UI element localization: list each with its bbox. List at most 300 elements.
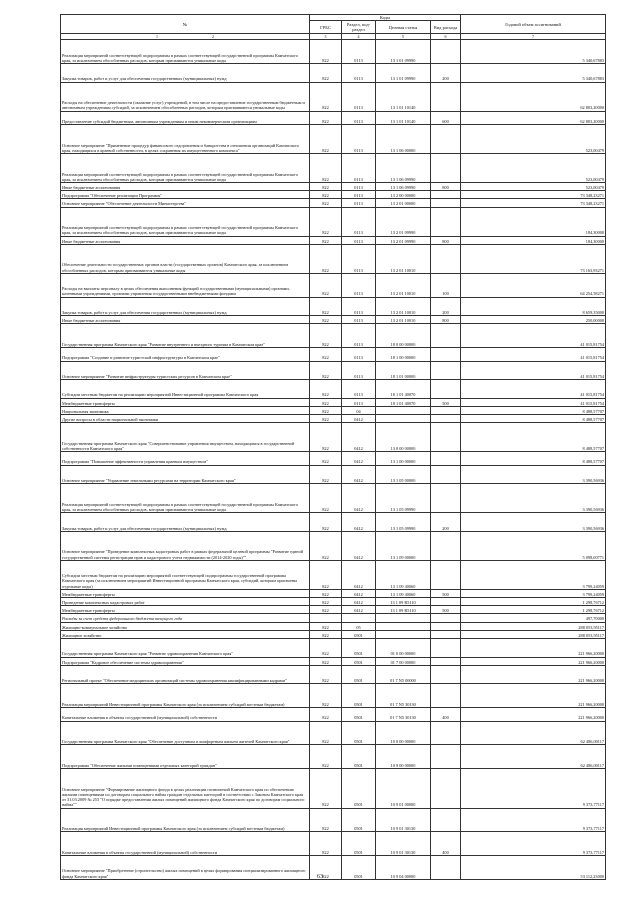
row-razdel: 0501 [342, 856, 376, 880]
row-expense-type [431, 244, 461, 273]
row-expense-type [431, 153, 461, 182]
row-amount: 41 015,81754 [461, 361, 606, 380]
row-grbs: 822 [310, 832, 342, 856]
row-amount: 221 966,20000 [461, 665, 606, 684]
row-expense-type [431, 324, 461, 348]
row-amount: 62 486,00117 [461, 721, 606, 745]
table-row [61, 589, 606, 597]
row-target-article: 13 1 09 R5110 [376, 606, 431, 614]
page-number: 63 [317, 874, 323, 880]
row-razdel [342, 614, 376, 622]
row-expense-type: 800 [431, 236, 461, 244]
row-target-article: 13 1 06 09990 [376, 153, 431, 182]
row-expense-type: 800 [431, 316, 461, 324]
row-grbs: 822 [310, 236, 342, 244]
row-razdel: 0412 [342, 606, 376, 614]
row-razdel: 0113 [342, 111, 376, 124]
row-razdel: 0412 [342, 415, 376, 423]
row-amount: 62 486,00117 [461, 745, 606, 769]
row-name: Реализация мероприятий Инвестиционной программы Камчатского края (за исключением субсидий местным бюджетам) [61, 808, 310, 832]
row-target-article: 01 0 00 00000 [376, 638, 431, 657]
row-name: Национальная экономика [61, 406, 310, 414]
row-name: Подпрограмма "Создание и развитие туристской инфраструктуры в Камчатском крае" [61, 348, 310, 361]
row-razdel: 0501 [342, 630, 376, 638]
row-grbs [310, 614, 342, 622]
row-grbs: 822 [310, 630, 342, 638]
row-target-article: 01 7 N5 30130 [376, 708, 431, 721]
header-name [61, 15, 310, 34]
row-amount: 5 340,67883 [461, 40, 606, 64]
row-target-article: 13 2 00 00000 [376, 191, 431, 199]
row-name: Межбюджетные трансферты [61, 589, 310, 597]
row-grbs: 822 [310, 484, 342, 513]
table-row [61, 665, 606, 684]
row-amount: 1 298,76712 [461, 598, 606, 606]
row-expense-type: 200 [431, 64, 461, 83]
table-row [61, 513, 606, 532]
row-razdel: 0412 [342, 560, 376, 589]
row-razdel: 0501 [342, 832, 376, 856]
table-row [61, 622, 606, 630]
row-razdel: 0501 [342, 665, 376, 684]
row-target-article: 01 7 N5 00000 [376, 665, 431, 684]
row-grbs: 822 [310, 423, 342, 452]
row-razdel: 0113 [342, 82, 376, 111]
row-razdel: 0113 [342, 64, 376, 83]
row-target-article: 10 9 04 00000 [376, 856, 431, 880]
row-target-article: 13 1 01 09990 [376, 40, 431, 64]
table-row [61, 606, 606, 614]
row-name: Основное мероприятие "Развитие инфраструктуры туристских ресурсов в Камчатском крае" [61, 361, 310, 380]
row-name: Реализация мероприятий Инвестиционной программы Камчатского края (за исключением субсидий местным бюджетам) [61, 684, 310, 708]
row-target-article [376, 630, 431, 638]
row-name: Капитальные вложения в объекты государственной (муниципальной) собственности [61, 832, 310, 856]
row-amount: 73 348,23271 [461, 191, 606, 199]
row-name: Подпрограмма "Кадровое обеспечение системы здравоохранения" [61, 657, 310, 665]
row-amount: 221 966,20000 [461, 708, 606, 721]
index-7: 7 [461, 34, 606, 40]
row-name: Государственная программа Камчатского края "Развитие здравоохранения Камчатского края" [61, 638, 310, 657]
row-razdel: 0113 [342, 244, 376, 273]
row-amount: 8 488,57707 [461, 452, 606, 465]
row-razdel: 0412 [342, 589, 376, 597]
row-grbs: 822 [310, 398, 342, 406]
row-target-article [376, 614, 431, 622]
row-expense-type [431, 380, 461, 399]
row-razdel: 0412 [342, 513, 376, 532]
row-expense-type [431, 598, 461, 606]
budget-sheet [60, 14, 605, 880]
row-expense-type [431, 745, 461, 769]
index-1: 1 [156, 34, 158, 40]
row-grbs: 822 [310, 415, 342, 423]
row-razdel: 0501 [342, 638, 376, 657]
row-target-article: 10 9 00 00000 [376, 745, 431, 769]
row-grbs: 822 [310, 638, 342, 657]
row-grbs: 822 [310, 665, 342, 684]
row-target-article [376, 406, 431, 414]
row-target-article: 13 2 01 09990 [376, 207, 431, 236]
row-amount: 53 112,23000 [461, 856, 606, 880]
table-row [61, 630, 606, 638]
row-expense-type [431, 423, 461, 452]
row-expense-type: 500 [431, 606, 461, 614]
row-name: Государственная программа Камчатского края "Обеспечение доступным и комфортным жильем жителей Камчатского края" [61, 721, 310, 745]
row-expense-type [431, 361, 461, 380]
row-target-article: 13 2 01 00000 [376, 199, 431, 207]
table-row [61, 560, 606, 589]
row-amount: 41 015,81754 [461, 380, 606, 399]
row-razdel: 0113 [342, 236, 376, 244]
table-row [61, 40, 606, 64]
row-name: Подпрограмма "Обеспечение жилыми помещениями отдельных категорий граждан" [61, 745, 310, 769]
row-amount: 3 390,56936 [461, 484, 606, 513]
row-name: Расходы на обеспечение деятельности (оказание услуг) учреждений, в том числе на предоставление государственным бюджетным и автономным учреждениям субсидий, за исключением обособленных расходов, которым присваиваются уникальные коды [61, 82, 310, 111]
row-razdel: 0113 [342, 316, 376, 324]
row-razdel: 0501 [342, 657, 376, 665]
row-target-article: 13 0 00 00000 [376, 423, 431, 452]
header-amount: Годовой объем ассигнований [461, 15, 606, 34]
header-cs: Целевая статья [376, 21, 431, 34]
row-grbs: 822 [310, 808, 342, 832]
table-row [61, 531, 606, 560]
table-row [61, 380, 606, 399]
table-row [61, 684, 606, 708]
table-row [61, 273, 606, 297]
row-razdel: 0501 [342, 721, 376, 745]
row-amount: 5 098,00771 [461, 531, 606, 560]
row-razdel: 04 [342, 406, 376, 414]
table-row [61, 124, 606, 153]
row-amount: 41 015,81754 [461, 348, 606, 361]
row-target-article: 10 9 01 30130 [376, 808, 431, 832]
table-row [61, 207, 606, 236]
row-grbs: 822 [310, 465, 342, 484]
row-target-article: 13 1 09 40060 [376, 589, 431, 597]
row-expense-type [431, 191, 461, 199]
row-razdel: 0113 [342, 380, 376, 399]
index-5: 5 [376, 34, 431, 40]
row-grbs: 822 [310, 513, 342, 532]
row-amount: 8 488,57707 [461, 423, 606, 452]
row-grbs: 822 [310, 316, 342, 324]
row-razdel: 0113 [342, 361, 376, 380]
row-razdel: 0113 [342, 297, 376, 316]
row-amount: 221 966,20000 [461, 657, 606, 665]
row-name: Основное мероприятие "Управление земельными ресурсами на территории Камчатского края" [61, 465, 310, 484]
row-name: Иные бюджетные ассигнования [61, 236, 310, 244]
row-amount: 184,30000 [461, 236, 606, 244]
row-name: Другие вопросы в области национальной экономики [61, 415, 310, 423]
table-row [61, 316, 606, 324]
row-name: Государственная программа Камчатского края "Развитие внутреннего и въездного туризма в Камчатском крае" [61, 324, 310, 348]
row-expense-type: 600 [431, 111, 461, 124]
row-grbs: 822 [310, 207, 342, 236]
row-razdel: 0412 [342, 598, 376, 606]
row-expense-type [431, 484, 461, 513]
budget-table [60, 14, 606, 880]
row-grbs: 822 [310, 708, 342, 721]
row-amount: 9 373,77117 [461, 832, 606, 856]
row-expense-type [431, 657, 461, 665]
row-grbs: 822 [310, 606, 342, 614]
header-codes: Коды [310, 15, 461, 21]
row-target-article: 13 1 06 00000 [376, 124, 431, 153]
row-expense-type [431, 207, 461, 236]
table-row [61, 64, 606, 83]
index-3: 3 [310, 34, 342, 40]
row-razdel: 0113 [342, 182, 376, 190]
row-grbs: 822 [310, 560, 342, 589]
row-amount: 62 803,20000 [461, 111, 606, 124]
row-expense-type [431, 630, 461, 638]
row-amount: 3 799,24059 [461, 589, 606, 597]
row-target-article: 13 1 09 R5110 [376, 598, 431, 606]
row-grbs: 822 [310, 684, 342, 708]
row-amount: 523,00479 [461, 153, 606, 182]
row-grbs: 822 [310, 589, 342, 597]
row-target-article: 01 7 N5 30130 [376, 684, 431, 708]
row-grbs: 822 [310, 111, 342, 124]
row-razdel: 0113 [342, 153, 376, 182]
row-name: Реализация мероприятий соответствующей подпрограммы в рамках соответствующей государственной программы Камчатского края, за исключением обособленных расходов, которым присваиваются уникальные коды [61, 153, 310, 182]
row-grbs: 822 [310, 153, 342, 182]
table-row [61, 324, 606, 348]
row-expense-type [431, 808, 461, 832]
row-name: Расходы за счет средств федерального бюджета текущего года [61, 614, 310, 622]
row-name: Межбюджетные трансферты [61, 606, 310, 614]
row-target-article: 13 1 05 09990 [376, 484, 431, 513]
row-target-article: 18 1 01 00000 [376, 361, 431, 380]
row-amount: 9 373,77117 [461, 769, 606, 808]
row-amount: 1 298,76712 [461, 606, 606, 614]
header-no: № [182, 21, 188, 27]
row-name: Обеспечение деятельности государственных органов власти (государственных органов) Камчатского края, за исключением обособленных расходов, которым присваиваются уникальные коды [61, 244, 310, 273]
row-amount: 64 254,58271 [461, 273, 606, 297]
row-expense-type [431, 452, 461, 465]
row-target-article: 13 2 01 10010 [376, 244, 431, 273]
row-grbs: 822 [310, 452, 342, 465]
row-target-article: 18 1 01 40070 [376, 380, 431, 399]
row-amount: 62 803,20000 [461, 82, 606, 111]
row-grbs: 822 [310, 191, 342, 199]
row-expense-type [431, 560, 461, 589]
row-grbs: 822 [310, 856, 342, 880]
index-6: 6 [431, 34, 461, 40]
row-name: Основное мероприятие "Приобретение (строительство) жилых помещений в целях формирования специализированного жилищного фонда Камчатского края" [61, 856, 310, 880]
row-expense-type [431, 124, 461, 153]
row-amount: 8 488,57707 [461, 406, 606, 414]
row-grbs: 822 [310, 273, 342, 297]
row-expense-type [431, 769, 461, 808]
row-razdel: 0501 [342, 684, 376, 708]
row-target-article: 13 2 01 10010 [376, 316, 431, 324]
row-grbs: 822 [310, 244, 342, 273]
row-expense-type: 200 [431, 513, 461, 532]
table-row [61, 406, 606, 414]
table-row [61, 297, 606, 316]
row-grbs: 822 [310, 40, 342, 64]
row-expense-type [431, 465, 461, 484]
header-razdel: Раздел, под-раздел [342, 21, 376, 34]
table-row [61, 236, 606, 244]
row-expense-type [431, 82, 461, 111]
row-razdel: 0412 [342, 423, 376, 452]
row-razdel: 0412 [342, 452, 376, 465]
row-amount: 9 373,77117 [461, 808, 606, 832]
row-target-article [376, 622, 431, 630]
table-row [61, 415, 606, 423]
row-grbs: 822 [310, 64, 342, 83]
row-razdel: 0501 [342, 769, 376, 808]
table-row [61, 348, 606, 361]
table-row [61, 745, 606, 769]
row-amount: 523,00479 [461, 124, 606, 153]
table-row [61, 153, 606, 182]
row-expense-type [431, 348, 461, 361]
row-expense-type: 400 [431, 708, 461, 721]
row-grbs: 822 [310, 380, 342, 399]
table-row [61, 182, 606, 190]
header-vr: Вид расхода [431, 21, 461, 34]
row-amount: 288 053,95117 [461, 630, 606, 638]
row-name: Основное мероприятие "Применение процедур финансового оздоровления и банкротства в отношении организаций Камчатского края, находящихся в краевой собственности, в целях сохранения их имущественного комплекса" [61, 124, 310, 153]
table-row [61, 244, 606, 273]
row-razdel: 0501 [342, 808, 376, 832]
row-amount: 250,00000 [461, 316, 606, 324]
row-grbs: 822 [310, 348, 342, 361]
row-amount: 3 390,56936 [461, 513, 606, 532]
row-target-article: 13 1 01 09990 [376, 64, 431, 83]
row-name: Субсидии местным бюджетам на реализацию мероприятий Инвестиционной программы Камчатского края [61, 380, 310, 399]
index-4: 4 [342, 34, 376, 40]
row-grbs: 822 [310, 182, 342, 190]
row-name: Иные бюджетные ассигнования [61, 316, 310, 324]
row-name: Реализация мероприятий соответствующей подпрограммы в рамках соответствующей государственной программы Камчатского края, за исключением обособленных расходов, которым присваиваются уникальные коды [61, 484, 310, 513]
row-amount: 5 340,67883 [461, 64, 606, 83]
row-expense-type: 500 [431, 398, 461, 406]
table-row [61, 398, 606, 406]
table-row [61, 769, 606, 808]
row-expense-type [431, 638, 461, 657]
row-name: Жилищно-коммунальное хозяйство [61, 622, 310, 630]
table-row [61, 721, 606, 745]
table-row [61, 808, 606, 832]
row-name: Жилищное хозяйство [61, 630, 310, 638]
row-grbs: 822 [310, 199, 342, 207]
table-row [61, 614, 606, 622]
row-grbs: 822 [310, 124, 342, 153]
row-expense-type [431, 199, 461, 207]
table-row [61, 832, 606, 856]
row-target-article: 10 9 01 30130 [376, 832, 431, 856]
row-amount: 221 966,20000 [461, 638, 606, 657]
row-expense-type [431, 40, 461, 64]
header-grbs: ГРБС [310, 21, 342, 34]
row-expense-type [431, 415, 461, 423]
table-row [61, 191, 606, 199]
row-razdel: 0501 [342, 745, 376, 769]
row-name: Основное мероприятие "Проведение комплексных кадастровых работ в рамках федеральной целевой программы "Развитие единой государственной системы регистрации прав и кадастрового учета недвижимости (2014-2020 годы)"" [61, 531, 310, 560]
row-grbs: 822 [310, 406, 342, 414]
row-expense-type: 800 [431, 182, 461, 190]
row-amount: 184,30000 [461, 207, 606, 236]
row-target-article: 18 1 01 40070 [376, 398, 431, 406]
row-target-article: 18 1 00 00000 [376, 348, 431, 361]
row-grbs: 822 [310, 297, 342, 316]
row-amount: 497,70000 [461, 614, 606, 622]
row-razdel: 0113 [342, 324, 376, 348]
row-target-article: 13 1 05 00000 [376, 465, 431, 484]
row-name: Закупка товаров, работ и услуг для обеспечения государственных (муниципальных) нужд [61, 513, 310, 532]
row-razdel: 0501 [342, 708, 376, 721]
row-expense-type [431, 665, 461, 684]
row-grbs: 822 [310, 361, 342, 380]
row-target-article: 13 1 00 00000 [376, 452, 431, 465]
row-razdel: 0412 [342, 484, 376, 513]
row-grbs: 822 [310, 657, 342, 665]
row-razdel: 0113 [342, 348, 376, 361]
row-razdel: 0113 [342, 40, 376, 64]
row-name: Реализация мероприятий соответствующей подпрограммы в рамках соответствующей государственной программы Камчатского края, за исключением обособленных расходов, которым присваиваются уникальные коды [61, 207, 310, 236]
table-row [61, 423, 606, 452]
table-row [61, 111, 606, 124]
row-razdel: 0113 [342, 207, 376, 236]
row-expense-type: 500 [431, 589, 461, 597]
row-amount: 523,00479 [461, 182, 606, 190]
row-name: Предоставление субсидий бюджетным, автономным учреждениям и иным некоммерческим организациям [61, 111, 310, 124]
row-target-article: 13 1 09 40060 [376, 560, 431, 589]
table-row [61, 361, 606, 380]
row-target-article [376, 415, 431, 423]
row-amount: 73 348,23271 [461, 199, 606, 207]
row-razdel: 0412 [342, 465, 376, 484]
table-row [61, 465, 606, 484]
row-target-article: 13 2 01 10010 [376, 273, 431, 297]
table-row [61, 708, 606, 721]
row-grbs: 822 [310, 622, 342, 630]
row-name: Реализация мероприятий соответствующей подпрограммы в рамках соответствующей государственной программы Камчатского края, за исключением обособленных расходов, которым присваиваются уникальные коды [61, 40, 310, 64]
row-grbs: 822 [310, 598, 342, 606]
row-target-article: 13 2 01 10010 [376, 297, 431, 316]
row-target-article: 13 2 01 09990 [376, 236, 431, 244]
row-name: Подпрограмма "Повышение эффективности управления краевым имуществом" [61, 452, 310, 465]
row-grbs: 822 [310, 745, 342, 769]
row-expense-type: 100 [431, 273, 461, 297]
row-name: Иные бюджетные ассигнования [61, 182, 310, 190]
row-grbs: 822 [310, 721, 342, 745]
row-amount: 3 799,24059 [461, 560, 606, 589]
row-amount: 221 966,20000 [461, 684, 606, 708]
row-name: Государственная программа Камчатского края "Совершенствование управления имуществом, находящимся в государственной собственности Камчатского края" [61, 423, 310, 452]
row-expense-type: 400 [431, 832, 461, 856]
row-target-article: 13 1 01 10140 [376, 82, 431, 111]
row-expense-type [431, 614, 461, 622]
row-target-article: 13 1 05 09990 [376, 513, 431, 532]
row-name: Закупка товаров, работ и услуг для обеспечения государственных (муниципальных) нужд [61, 64, 310, 83]
row-amount: 8 659,35000 [461, 297, 606, 316]
table-row [61, 82, 606, 111]
row-amount: 8 488,57707 [461, 415, 606, 423]
row-name: Проведение комплексных кадастровых работ [61, 598, 310, 606]
table-row [61, 484, 606, 513]
row-target-article: 10 9 01 00000 [376, 769, 431, 808]
row-name: Субсидии местным бюджетам на реализацию мероприятий соответствующей подпрограммы государственной программы Камчатского края (за исключением мероприятий Инвестиционной программы Камчатского края, субсидий, которым присвоены отдельные коды) [61, 560, 310, 589]
row-expense-type: 200 [431, 297, 461, 316]
table-row [61, 657, 606, 665]
row-name: Региональный проект "Обеспечение медицинских организаций системы здравоохранения квалифицированными кадрами" [61, 665, 310, 684]
row-target-article: 13 1 01 10140 [376, 111, 431, 124]
